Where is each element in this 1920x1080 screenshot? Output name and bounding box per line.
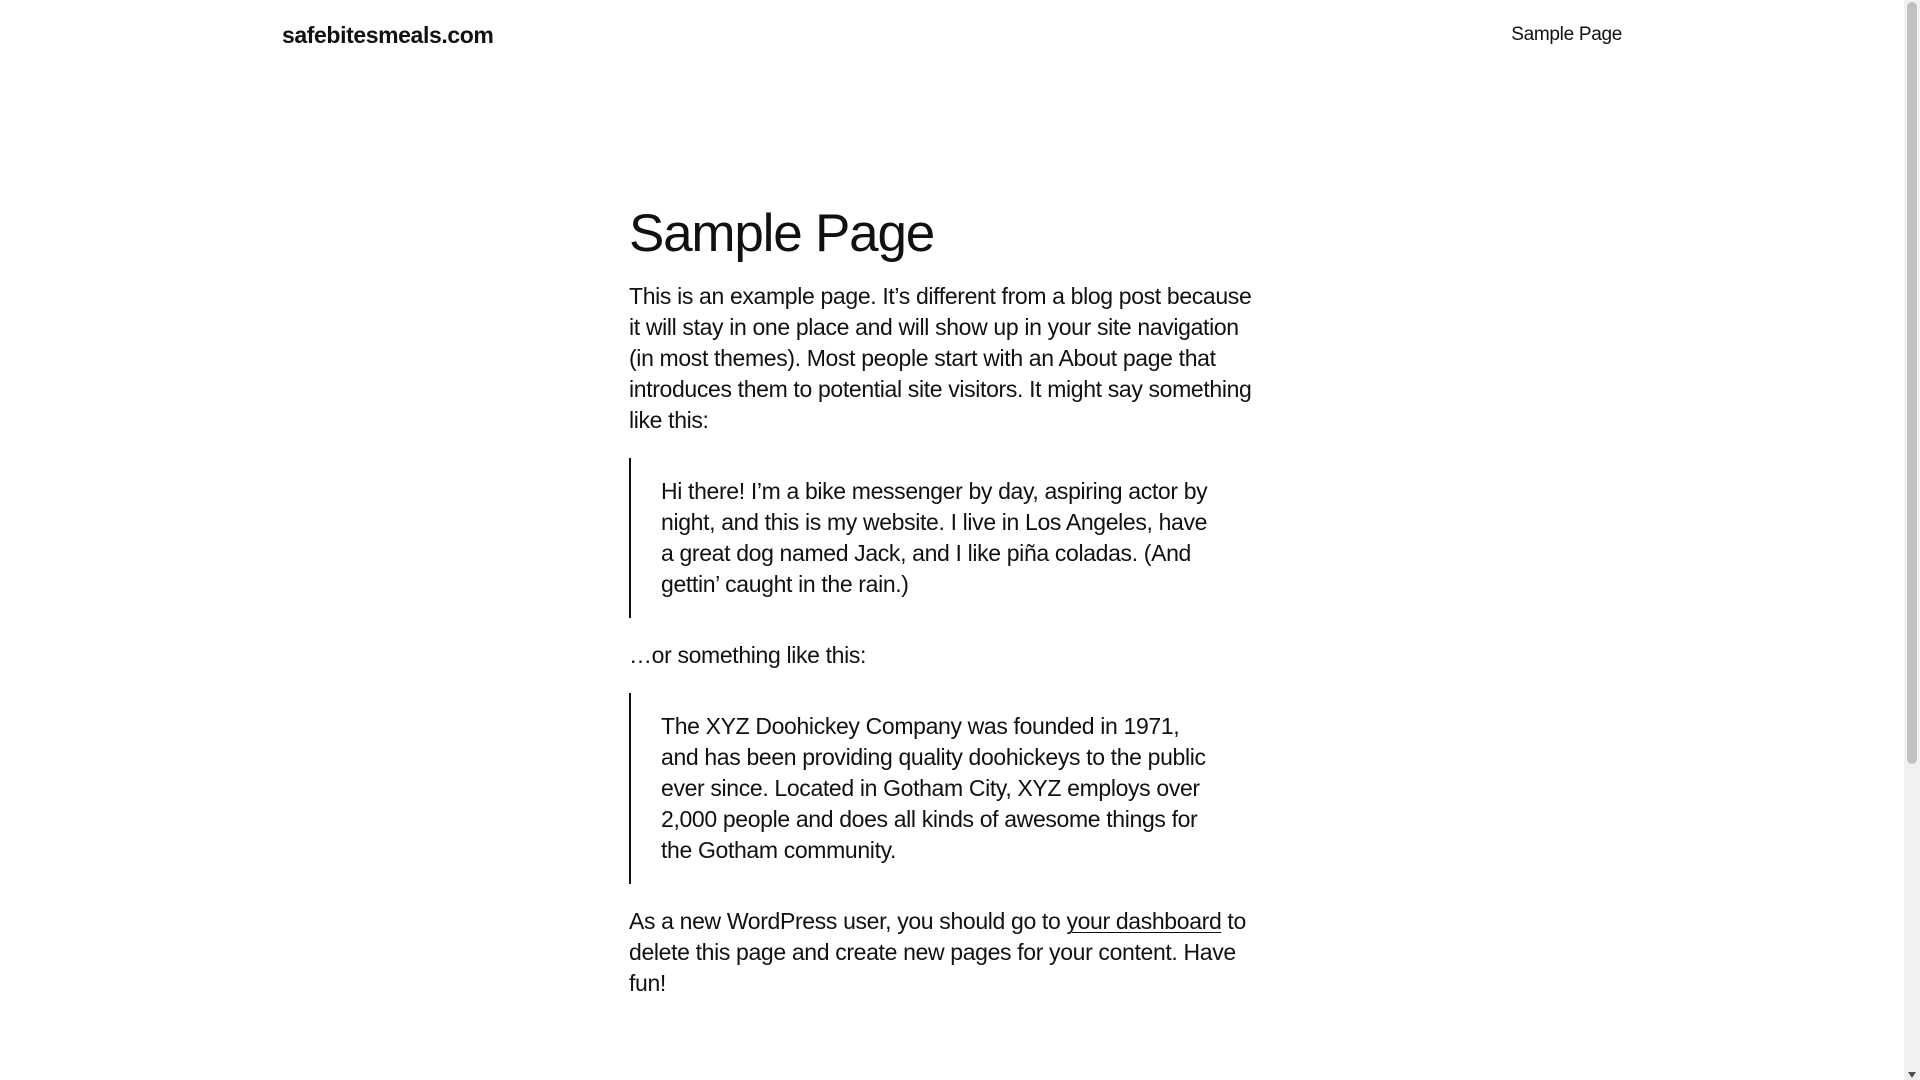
scrollbar-thumb[interactable] [1907,2,1917,764]
outro-text-start: As a new WordPress user, you should go to [629,908,1067,935]
nav-item-sample-page[interactable]: Sample Page [1511,24,1622,45]
quote-doohickey-company [629,693,1241,884]
vertical-scrollbar[interactable] [1904,0,1920,1080]
site-header [282,18,1622,52]
intro-paragraph: This is an example page. It’s different from a blog post because it will stay in one place and will show up in your site navigation (in most themes). Most people start with an About page that introduces them to potential site visitors. It might say something like this: [629,283,1252,434]
page-content [629,205,1261,999]
page-title: Sample Page [629,204,935,263]
quote-text: The XYZ Doohickey Company was founded in 1971, and has been providing quality doohickeys to the public ever since. Located in Gotham City, XYZ employs over 2,000 people and does all kinds of awesome things for the Gotham community. [661,713,1206,864]
primary-navigation [1511,24,1622,46]
scroll-down-arrow-icon[interactable] [1908,1072,1916,1078]
dashboard-link[interactable]: your dashboard [1066,908,1222,935]
quote-text: Hi there! I’m a bike messenger by day, aspiring actor by night, and this is my website. I live in Los Angeles, have a great dog named Jack, and I like piña coladas. (And gettin’ caught in the rain.) [661,478,1208,598]
outro-paragraph [629,906,1261,999]
quote-bike-messenger [629,458,1241,618]
outro-text-end: to delete this page and create new pages for your content. Have fun! [629,908,1246,997]
middle-paragraph: …or something like this: [629,642,867,669]
site-title-link[interactable]: safebitesmeals.com [282,21,494,48]
